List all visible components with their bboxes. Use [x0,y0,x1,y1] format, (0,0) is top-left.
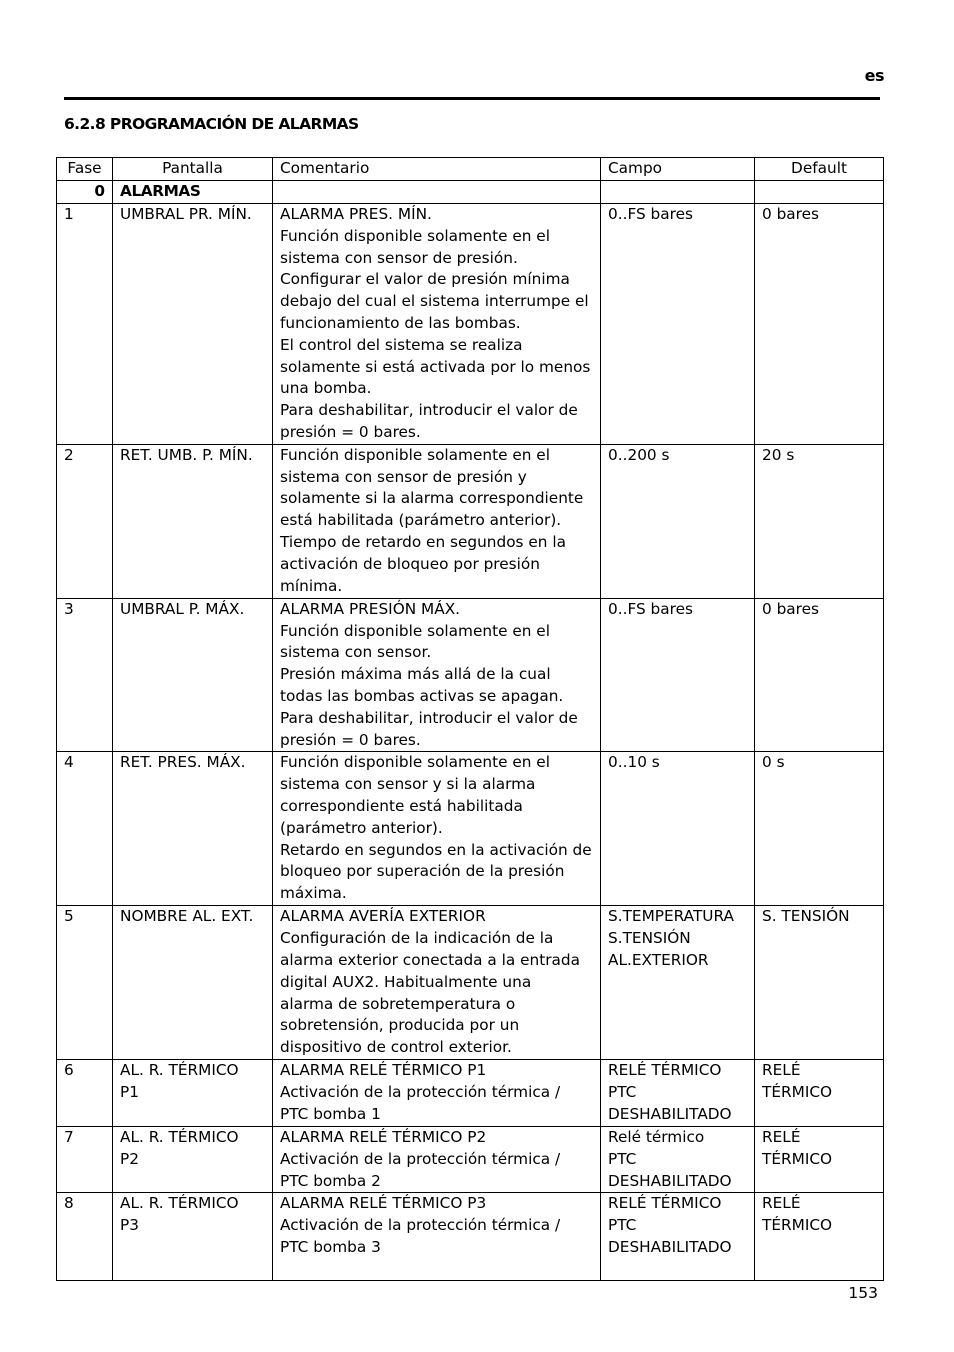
comentario-line: mínima. [280,576,343,595]
fase-cell: 7 [57,1126,113,1192]
fase-cell: 5 [57,906,113,1060]
comentario-line: Activación de la protección térmica / [280,1149,561,1168]
comentario-line: ALARMA RELÉ TÉRMICO P2 [280,1127,487,1146]
comentario-line: dispositivo de control exterior. [280,1038,512,1057]
comentario-line: ALARMA RELÉ TÉRMICO P3 [280,1194,487,1213]
comentario-line: PTC bomba 2 [280,1171,381,1190]
comentario-line: Configurar el valor de presión mínima [280,270,570,289]
comentario-line: ALARMA RELÉ TÉRMICO P1 [280,1060,487,1079]
campo-line: PTC [608,1082,637,1101]
comentario-line: funcionamiento de las bombas. [280,313,521,332]
comentario-line: está habilitada (parámetro anterior). [280,511,562,530]
header-comentario: Comentario [273,158,601,181]
campo-line: 0..FS bares [608,205,693,223]
default-line: TÉRMICO [762,1149,833,1168]
comentario-line: sistema con sensor. [280,643,432,662]
table-row [57,1193,884,1281]
campo-line: RELÉ TÉRMICO [608,1060,722,1079]
comentario-line: sistema con sensor de presión. [280,248,518,267]
pantalla-line: P1 [120,1082,139,1101]
pantalla-line: NOMBRE AL. EXT. [120,907,254,926]
campo-line: PTC [608,1216,637,1235]
default-cell [755,444,884,598]
header-default: Default [755,158,884,181]
comentario-line: Función disponible solamente en el [280,621,550,640]
default-cell [755,598,884,752]
pantalla-line: RET. UMB. P. MÍN. [120,445,253,464]
comentario-line: Función disponible solamente en el [280,226,550,245]
pantalla-line: UMBRAL PR. MÍN. [120,205,252,223]
comentario-line: Función disponible solamente en el [280,445,550,464]
campo-cell [601,444,755,598]
comentario-line: Configuración de la indicación de la [280,929,554,948]
pantalla-line: AL. R. TÉRMICO [120,1194,239,1213]
campo-cell [601,752,755,906]
pantalla-line: P2 [120,1149,139,1168]
campo-line: DESHABILITADO [608,1171,732,1190]
default-cell [755,1126,884,1192]
table-header-row [57,158,884,181]
page-number: 153 [848,1284,878,1302]
default-line: TÉRMICO [762,1216,833,1235]
comentario-line: solamente si está activada por lo menos [280,357,591,376]
default-line: 0 bares [762,205,820,223]
fase-cell: 1 [57,204,113,445]
language-code: es [864,66,884,85]
comentario-cell [273,1126,601,1192]
group-empty-cell [601,181,755,204]
comentario-cell [273,204,601,445]
group-number: 0 [57,181,113,204]
comentario-line: ALARMA PRESIÓN MÁX. [280,599,461,618]
comentario-line: Activación de la protección térmica / [280,1216,561,1235]
default-line: 20 s [762,445,795,464]
table-row [57,204,884,445]
header-pantalla: Pantalla [113,158,273,181]
fase-cell: 6 [57,1059,113,1126]
comentario-line: Función disponible solamente en el [280,753,550,772]
fase-cell: 8 [57,1193,113,1281]
comentario-cell [273,906,601,1060]
campo-cell [601,1126,755,1192]
pantalla-cell [113,1059,273,1126]
comentario-line: debajo del cual el sistema interrumpe el [280,292,589,311]
comentario-line: alarma exterior conectada a la entrada [280,950,580,969]
comentario-line: sobretensión, producida por un [280,1016,520,1035]
group-row [57,181,884,204]
pantalla-line: P3 [120,1216,139,1235]
comentario-line: ALARMA AVERÍA EXTERIOR [280,907,486,926]
comentario-line: Retardo en segundos en la activación de [280,840,592,859]
comentario-line: Tiempo de retardo en segundos en la [280,532,566,551]
group-empty-cell [755,181,884,204]
comentario-line: sistema con sensor de presión y [280,467,527,486]
default-line: RELÉ [762,1060,801,1079]
table-row [57,1126,884,1192]
campo-line: S.TENSIÓN [608,929,691,948]
section-title: 6.2.8 PROGRAMACIÓN DE ALARMAS [64,115,359,133]
default-cell [755,1059,884,1126]
default-cell [755,204,884,445]
fase-cell: 3 [57,598,113,752]
comentario-line: Para deshabilitar, introducir el valor de [280,401,578,420]
comentario-line: activación de bloqueo por presión [280,554,540,573]
comentario-line: una bomba. [280,379,372,398]
comentario-line: digital AUX2. Habitualmente una [280,972,532,991]
comentario-cell [273,1193,601,1281]
comentario-cell [273,1059,601,1126]
group-empty-cell [273,181,601,204]
comentario-line: máxima. [280,884,347,903]
comentario-line: presión = 0 bares. [280,730,421,749]
comentario-line: alarma de sobretemperatura o [280,994,516,1013]
pantalla-line: AL. R. TÉRMICO [120,1060,239,1079]
table-row [57,1059,884,1126]
header-rule [64,97,880,100]
comentario-line: correspondiente está habilitada [280,796,523,815]
campo-cell [601,906,755,1060]
table-row [57,598,884,752]
pantalla-cell [113,444,273,598]
default-line: TÉRMICO [762,1082,833,1101]
campo-cell [601,598,755,752]
pantalla-cell [113,906,273,1060]
comentario-line: Activación de la protección térmica / [280,1082,561,1101]
default-cell [755,906,884,1060]
pantalla-cell [113,1126,273,1192]
comentario-line: PTC bomba 1 [280,1104,381,1123]
campo-cell [601,1059,755,1126]
default-line: 0 bares [762,599,820,618]
campo-line: AL.EXTERIOR [608,950,709,969]
campo-line: 0..FS bares [608,599,693,618]
fase-cell: 2 [57,444,113,598]
table-row [57,752,884,906]
comentario-line: presión = 0 bares. [280,422,421,441]
pantalla-line: RET. PRES. MÁX. [120,753,246,772]
default-line: S. TENSIÓN [762,907,850,926]
campo-line: 0..200 s [608,445,670,464]
pantalla-cell [113,598,273,752]
pantalla-cell [113,752,273,906]
default-line: RELÉ [762,1127,801,1146]
comentario-cell [273,444,601,598]
comentario-line: El control del sistema se realiza [280,335,523,354]
default-cell [755,1193,884,1281]
comentario-line: sistema con sensor y si la alarma [280,775,536,794]
campo-cell [601,204,755,445]
pantalla-line: AL. R. TÉRMICO [120,1127,239,1146]
default-line: 0 s [762,753,785,772]
comentario-cell [273,598,601,752]
pantalla-cell [113,1193,273,1281]
pantalla-cell [113,204,273,445]
comentario-line: bloqueo por superación de la presión [280,862,565,881]
comentario-line: Para deshabilitar, introducir el valor de [280,708,578,727]
fase-cell: 4 [57,752,113,906]
campo-line: PTC [608,1149,637,1168]
campo-line: 0..10 s [608,753,660,772]
comentario-line: solamente si la alarma correspondiente [280,489,584,508]
campo-line: S.TEMPERATURA [608,907,734,926]
campo-line: DESHABILITADO [608,1237,732,1256]
comentario-line: (parámetro anterior). [280,818,443,837]
comentario-line: Presión máxima más allá de la cual [280,665,551,684]
comentario-line: ALARMA PRES. MÍN. [280,205,432,223]
header-campo: Campo [601,158,755,181]
campo-cell [601,1193,755,1281]
group-name: ALARMAS [113,181,273,204]
table-row [57,906,884,1060]
alarm-parameters-table [56,157,884,1281]
campo-line: Relé térmico [608,1127,705,1146]
pantalla-line: UMBRAL P. MÁX. [120,599,245,618]
campo-line: DESHABILITADO [608,1104,732,1123]
table-row [57,444,884,598]
comentario-line: PTC bomba 3 [280,1237,381,1256]
header-fase: Fase [57,158,113,181]
default-line: RELÉ [762,1194,801,1213]
campo-line: RELÉ TÉRMICO [608,1194,722,1213]
comentario-line: todas las bombas activas se apagan. [280,686,564,705]
comentario-cell [273,752,601,906]
default-cell [755,752,884,906]
